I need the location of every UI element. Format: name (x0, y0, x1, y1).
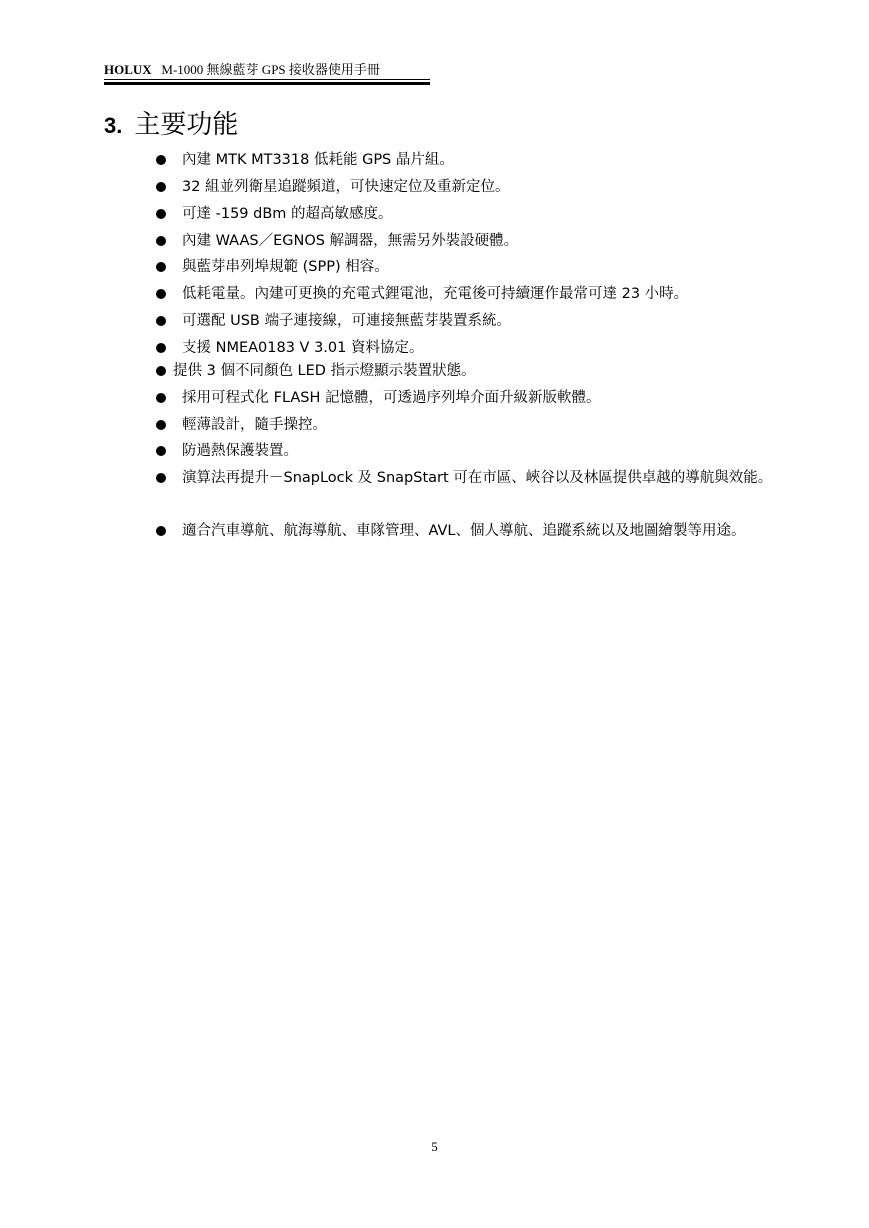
bullet-icon (156, 473, 166, 483)
bullet-icon (156, 182, 166, 192)
list-item (182, 149, 792, 172)
bullet-icon (156, 209, 166, 219)
section-heading (104, 108, 238, 143)
list-item (182, 203, 792, 226)
bullet-icon (156, 343, 166, 353)
list-item (182, 467, 792, 490)
list-item-text: 防過熱保護裝置。 (182, 443, 298, 459)
list-item-text: 支援 NMEA0183 V 3.01 資料協定。 (182, 340, 424, 356)
list-item (182, 414, 792, 437)
bullet-icon (156, 289, 166, 299)
header-rule-thin (104, 79, 430, 80)
list-item-text: 輕薄設計，隨手操控。 (182, 417, 327, 433)
list-item-text: 可選配 USB 端子連接線，可連接無藍芽裝置系統。 (182, 313, 511, 329)
page-number: 5 (431, 1139, 438, 1154)
list-item (182, 176, 792, 199)
list-item-text: 低耗電量。內建可更換的充電式鋰電池，充電後可持續運作最常可達 23 小時。 (182, 286, 689, 302)
list-item (182, 520, 792, 543)
bullet-icon (156, 316, 166, 326)
page-header (104, 62, 430, 86)
section-title: 主要功能 (134, 110, 239, 140)
list-item (182, 337, 792, 360)
bullet-icon (156, 446, 166, 456)
list-item (173, 360, 783, 383)
bullet-icon (156, 236, 166, 246)
list-item-text: 與藍芽串列埠規範 (SPP) 相容。 (182, 259, 389, 275)
list-item (182, 387, 792, 410)
header-brand: HOLUX (104, 62, 152, 77)
list-item-text: 採用可程式化 FLASH 記憶體，可透過序列埠介面升級新版軟體。 (182, 390, 601, 406)
header-text (104, 62, 380, 78)
list-item (182, 310, 792, 333)
list-item (182, 283, 792, 306)
list-item-text: 內建 WAAS／EGNOS 解調器，無需另外裝設硬體。 (182, 233, 519, 249)
bullet-icon (156, 366, 166, 376)
header-title: M-1000 無線藍芽 GPS 接收器使用手冊 (161, 62, 380, 77)
list-item (182, 256, 792, 279)
bullet-icon (156, 526, 166, 536)
list-item-text: 適合汽車導航、航海導航、車隊管理、AVL、個人導航、追蹤系統以及地圖繪製等用途。 (182, 523, 746, 539)
header-rule-thick (104, 82, 430, 85)
list-item-text: 提供 3 個不同顏色 LED 指示燈顯示裝置狀態。 (173, 363, 476, 379)
bullet-icon (156, 155, 166, 165)
list-item (182, 230, 792, 253)
list-item-text: 可達 -159 dBm 的超高敏感度。 (182, 206, 393, 222)
bullet-icon (156, 420, 166, 430)
list-item-text: 32 組並列衛星追蹤頻道，可快速定位及重新定位。 (182, 179, 510, 195)
section-number: 3. (104, 113, 123, 138)
list-item (182, 440, 792, 463)
bullet-icon (156, 262, 166, 272)
list-item-text: 演算法再提升－SnapLock 及 SnapStart 可在市區、峽谷以及林區提供卓越的導航與效能。 (182, 470, 773, 486)
bullet-icon (156, 393, 166, 403)
list-item-text: 內建 MTK MT3318 低耗能 GPS 晶片組。 (182, 152, 454, 168)
